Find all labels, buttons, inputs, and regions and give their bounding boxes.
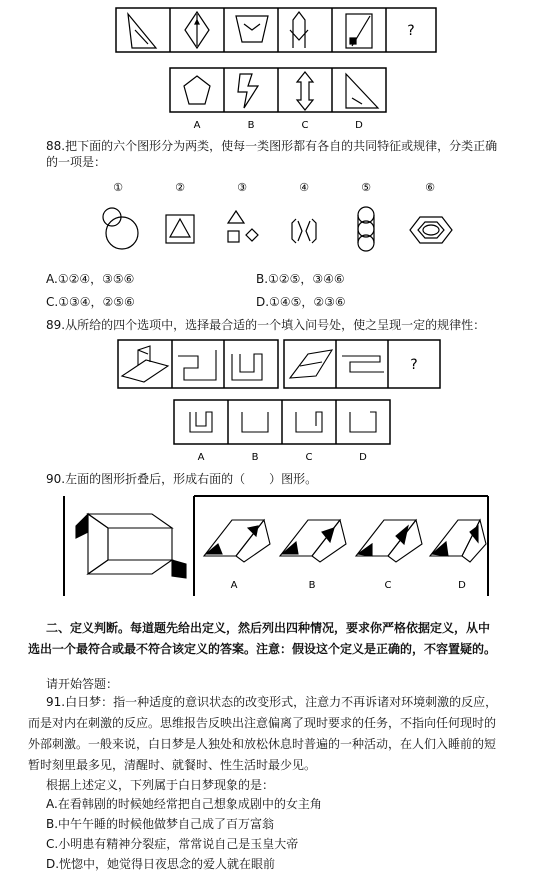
q89-figure-4-solid (290, 350, 332, 378)
q87-label-c: C (301, 120, 309, 131)
q87-option-c-double-arrow (297, 72, 313, 110)
q91-definition-line-2: 而是对内在刺激的反应。思维报告反映出注意偏离了现时要求的任务，不指向任何现时的 (28, 716, 497, 730)
q88-number-2: ② (175, 181, 185, 194)
q90-option-c-prism (356, 520, 422, 562)
q91-definition-line-4: 暂时刻里最多见，清醒时、就餐时、性生活时最少见。 (28, 758, 317, 772)
q91-option-b: B.中午午睡的时候他做梦自己成了百万富翁 (46, 817, 275, 831)
q87-option-d-triangle (346, 74, 378, 108)
q89-figure-2-view (178, 350, 216, 380)
q91-definition-line-1: 91.白日梦：指一种适度的意识状态的改变形式，注意力不再诉诸对环境刺激的反应， (46, 695, 498, 709)
q87-label-a: A (193, 120, 201, 131)
q88-number-4: ④ (299, 181, 309, 194)
q91-option-a: A.在看韩剧的时候她经常把自己想象成剧中的女主角 (46, 797, 322, 811)
q87-figure-2 (185, 12, 209, 48)
q90-option-a-prism (204, 520, 270, 562)
q87-figure-3 (236, 16, 268, 42)
q91-definition-line-3: 外部刺激。一般来说，白日梦是人独处和放松休息时普遍的一种活动，在人们入睡前的短 (28, 737, 497, 751)
q88-number-5: ⑤ (361, 181, 371, 194)
q87-option-a-pentagon (184, 76, 210, 104)
q89-label-c: C (305, 452, 313, 463)
q88-figure-4 (292, 219, 316, 243)
q89-label-a: A (197, 452, 205, 463)
q89-option-c (296, 412, 322, 432)
q87-figure-1 (128, 14, 156, 48)
q91-option-c: C.小明患有精神分裂症，常常说自己是玉皇大帝 (46, 837, 299, 851)
q89-option-d (350, 412, 376, 432)
q87-option-b-lightning (238, 74, 258, 108)
q88-number-3: ③ (237, 181, 247, 194)
q91-prompt: 根据上述定义，下列属于白日梦现象的是： (46, 778, 275, 792)
q89-question-row (0, 336, 550, 396)
q87-question-mark: ? (407, 23, 415, 39)
q87-question-row (0, 0, 550, 60)
q91-option-d: D.恍惚中，她觉得日夜思念的爱人就在眼前 (46, 857, 276, 871)
q89-figure-1-solid (122, 346, 168, 382)
q87-label-b: B (247, 120, 255, 131)
q89-option-b (242, 412, 268, 432)
q87-figure-5 (346, 14, 372, 48)
q89-question: 89.从所给的四个选项中，选择最合适的一个填入问号处，使之呈现一定的规律性： (46, 318, 486, 332)
q88-figure-2 (166, 215, 194, 243)
q87-options-row (0, 60, 550, 140)
section-title-line-1: 二、定义判断。每道题先给出定义，然后列出四种情况，要求你严格依据定义，从中 (46, 621, 491, 635)
q90-question: 90.左面的图形折叠后，形成右面的（ ）图形。 (46, 472, 318, 486)
q90-label-c: C (384, 580, 392, 591)
q88-figures (0, 175, 550, 255)
q90-option-d-prism (430, 520, 486, 562)
q88-option-c: C.①③④，②⑤⑥ (46, 295, 135, 309)
q90-figure-row (0, 492, 550, 602)
q89-question-mark: ? (410, 357, 418, 373)
q87-figure-4 (290, 12, 308, 48)
q89-label-d: D (359, 452, 367, 463)
q89-options-row (0, 398, 550, 468)
q88-option-a: A.①②④，③⑤⑥ (46, 272, 135, 286)
section-title-line-2: 选出一个最符合或最不符合该定义的答案。注意：假设这个定义是正确的，不容置疑的。 (28, 642, 497, 656)
q89-label-b: B (251, 452, 259, 463)
q90-label-a: A (230, 580, 238, 591)
q89-figure-5-view (342, 356, 384, 372)
section-start-prompt: 请开始答题： (46, 677, 119, 691)
q88-figure-5 (358, 207, 374, 251)
q87-label-d: D (355, 120, 363, 131)
q89-figure-3-view (232, 354, 262, 380)
q89-option-a (190, 412, 212, 432)
q88-option-b: B.①②⑤，③④⑥ (256, 272, 345, 286)
q88-option-d: D.①④⑤，②③⑥ (256, 295, 346, 309)
q90-unfolded-net (76, 514, 186, 578)
q88-question: 88.把下面的六个图形分为两类，使每一类图形都有各自的共同特征或规律，分类正确 (46, 139, 498, 153)
q88-figure-3 (228, 211, 258, 242)
q88-figure-1 (103, 208, 138, 249)
q88-number-6: ⑥ (425, 181, 435, 194)
q88-figure-6 (410, 217, 452, 243)
q90-label-d: D (458, 580, 466, 591)
q90-option-b-prism (280, 520, 346, 562)
q90-label-b: B (308, 580, 316, 591)
q88-number-1: ① (113, 181, 123, 194)
q88-question-cont: 的一项是： (46, 155, 107, 169)
